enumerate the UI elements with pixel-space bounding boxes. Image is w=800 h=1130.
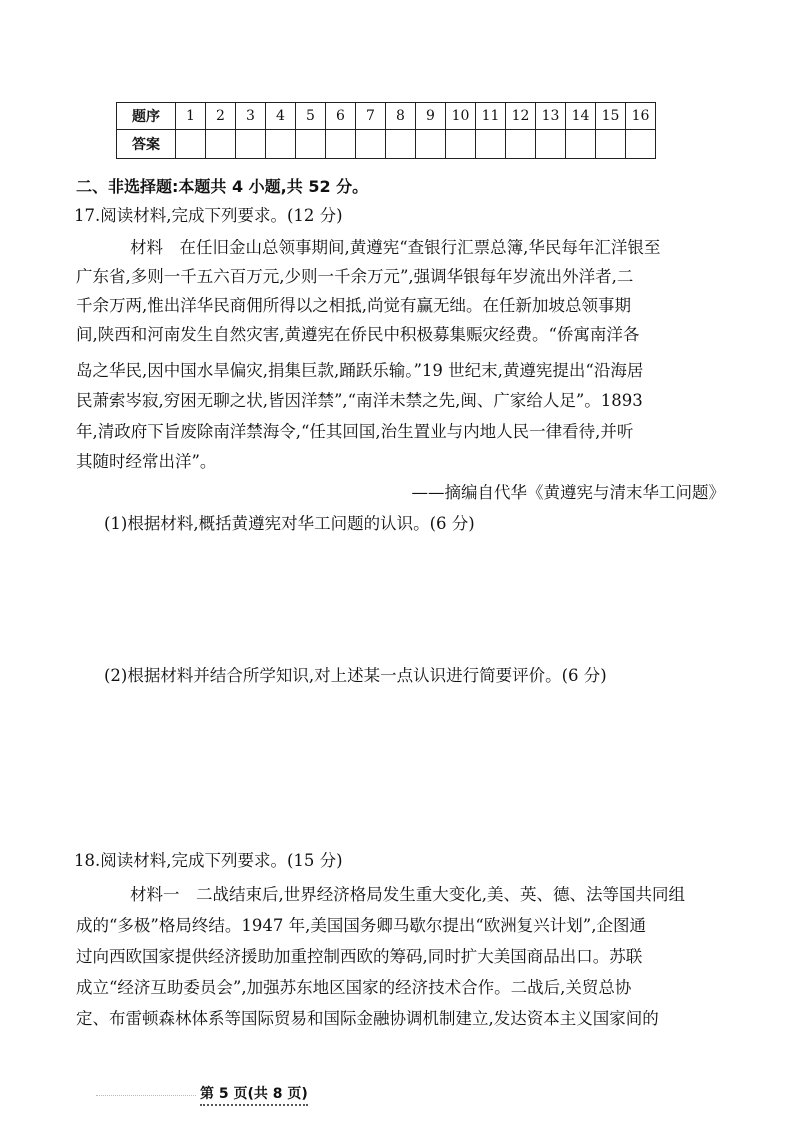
answer-table-answer-row: [117, 130, 656, 159]
question-17-title: 17.阅读材料,完成下列要求。(12 分): [74, 206, 343, 225]
question-number-cell: 8: [386, 103, 416, 130]
question-number-cell: 15: [596, 103, 626, 130]
answer-table: [116, 102, 656, 159]
q17-subquestion-2: (2)根据材料并结合所学知识,对上述某一点认识进行简要评价。(6 分): [104, 666, 607, 685]
question-number-cell: 11: [476, 103, 506, 130]
answer-cell[interactable]: [416, 130, 446, 159]
question-number-cell: 7: [356, 103, 386, 130]
footer-rule: [96, 1095, 196, 1096]
question-number-cell: 10: [446, 103, 476, 130]
answer-cell[interactable]: [536, 130, 566, 159]
q18-material-line: 过向西欧国家提供经济援助加重控制西欧的筹码,同时扩大美国商品出口。苏联: [76, 947, 643, 966]
answer-cell[interactable]: [326, 130, 356, 159]
answer-cell[interactable]: [476, 130, 506, 159]
answer-cell[interactable]: [566, 130, 596, 159]
q17-material-line: 岛之华民,因中国水旱偏灾,捐集巨款,踊跃乐输。”19 世纪末,黄遵宪提出“沿海居: [76, 361, 644, 380]
page-footer: 第 5 页(共 8 页): [200, 1083, 308, 1106]
q17-material-line: 间,陕西和河南发生自然灾害,黄遵宪在侨民中积极募集赈灾经费。“侨寓南洋各: [76, 325, 640, 344]
answer-cell[interactable]: [206, 130, 236, 159]
question-18-title: 18.阅读材料,完成下列要求。(15 分): [74, 851, 343, 870]
answer-header: 答案: [117, 130, 176, 159]
answer-cell[interactable]: [296, 130, 326, 159]
answer-cell[interactable]: [356, 130, 386, 159]
answer-cell[interactable]: [236, 130, 266, 159]
question-number-cell: 6: [326, 103, 356, 130]
answer-cell[interactable]: [266, 130, 296, 159]
answer-cell[interactable]: [176, 130, 206, 159]
q17-source-citation: ——摘编自代华《黄遵宪与清末华工问题》: [411, 483, 725, 502]
question-number-cell: 16: [626, 103, 656, 130]
question-number-cell: 5: [296, 103, 326, 130]
q17-material-line: 材料 在任旧金山总领事期间,黄遵宪“查银行汇票总簿,华民每年汇洋银至: [130, 238, 661, 257]
question-number-cell: 3: [236, 103, 266, 130]
section-two-title: 二、非选择题:本题共 4 小题,共 52 分。: [76, 177, 369, 196]
answer-cell[interactable]: [446, 130, 476, 159]
q17-material-line: 千余万两,惟出洋华民商佣所得以之相抵,尚觉有赢无绌。在任新加坡总领事期: [76, 296, 631, 315]
question-number-header: 题序: [117, 103, 176, 130]
q18-material-line: 成立“经济互助委员会”,加强苏东地区国家的经济技术合作。二战后,关贸总协: [76, 978, 632, 997]
question-number-cell: 9: [416, 103, 446, 130]
q17-material-line: 年,清政府下旨废除南洋禁海令,“任其回国,治生置业与内地人民一律看待,并听: [76, 422, 634, 441]
answer-cell[interactable]: [626, 130, 656, 159]
question-number-cell: 4: [266, 103, 296, 130]
question-number-cell: 14: [566, 103, 596, 130]
answer-table-number-row: [117, 103, 656, 130]
q17-material-line: 广东省,多则一千五六百万元,少则一千余万元”,强调华银每年岁流出外洋者,二: [76, 267, 634, 286]
q17-subquestion-1: (1)根据材料,概括黄遵宪对华工问题的认识。(6 分): [104, 514, 475, 533]
q17-material-line: 其随时经常出洋”。: [76, 452, 217, 471]
answer-cell[interactable]: [506, 130, 536, 159]
q17-material-line: 民萧索岑寂,穷困无聊之状,皆因洋禁”,“南洋未禁之先,闽、广家给人足”。1893: [76, 391, 643, 410]
q18-material-line: 定、布雷顿森林体系等国际贸易和国际金融协调机制建立,发达资本主义国家间的: [76, 1009, 659, 1028]
answer-cell[interactable]: [386, 130, 416, 159]
q18-material-line: 材料一 二战结束后,世界经济格局发生重大变化,美、英、德、法等国共同组: [130, 885, 685, 904]
q18-material-line: 成的“多极”格局终结。1947 年,美国国务卿马歇尔提出“欧洲复兴计划”,企图通: [76, 916, 646, 935]
answer-cell[interactable]: [596, 130, 626, 159]
question-number-cell: 13: [536, 103, 566, 130]
question-number-cell: 2: [206, 103, 236, 130]
question-number-cell: 12: [506, 103, 536, 130]
question-number-cell: 1: [176, 103, 206, 130]
